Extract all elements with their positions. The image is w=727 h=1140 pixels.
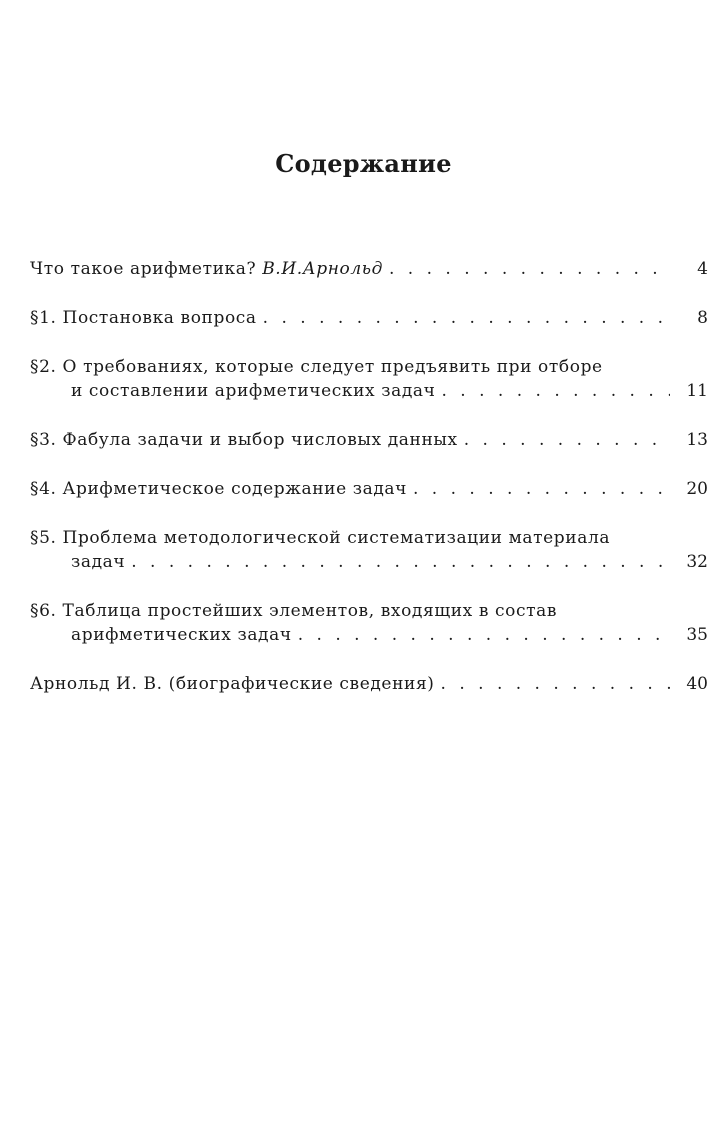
toc-entry-title-line2: и составлении арифметических задач [71,381,436,401]
dot-leader [389,257,670,281]
toc-entry-arithmetic [30,257,708,281]
toc-page-number: 13 [686,430,708,450]
dot-leader [464,428,670,452]
toc-entry-title: §1. Постановка вопроса [30,308,257,328]
dot-leader [263,306,670,330]
toc-entry-author: В.И.Арнольд [262,259,383,279]
toc-page-number: 4 [697,259,708,279]
toc-entry-title: §3. Фабула задачи и выбор числовых данных [30,430,458,450]
dot-leader [413,477,670,501]
dot-leader [441,672,670,696]
toc-entry-section-3 [30,428,708,452]
toc-page-number: 20 [686,479,708,499]
toc-entry-title-line1: §5. Проблема методологической систематизации материала [30,528,611,548]
toc-entry-section-4 [30,477,708,501]
dot-leader [298,623,670,647]
table-of-contents [30,257,708,721]
toc-page-number: 8 [697,308,708,328]
toc-entry-title: Арнольд И. В. (биографические сведения) [30,674,435,694]
toc-entry-section-5 [30,526,708,574]
toc-entry-biography [30,672,708,696]
toc-entry-title: §4. Арифметическое содержание задач [30,479,407,499]
toc-entry-section-2 [30,355,708,403]
toc-page-number: 35 [686,625,708,645]
page-title: Содержание [275,149,452,178]
toc-page-number: 11 [686,381,708,401]
toc-entry-title-line2: задач [71,552,126,572]
dot-leader [441,379,670,403]
toc-entry-title-line1: §2. О требованиях, которые следует предъявить при отборе [30,357,603,377]
toc-page-number: 32 [686,552,708,572]
toc-entry-title-line1: §6. Таблица простейших элементов, входящих в состав [30,601,558,621]
toc-entry-title-line2: арифметических задач [71,625,292,645]
toc-entry-section-1 [30,306,708,330]
toc-entry-title: Что такое арифметика? [30,259,257,279]
toc-page-number: 40 [686,674,708,694]
dot-leader [131,550,670,574]
toc-entry-section-6 [30,599,708,647]
